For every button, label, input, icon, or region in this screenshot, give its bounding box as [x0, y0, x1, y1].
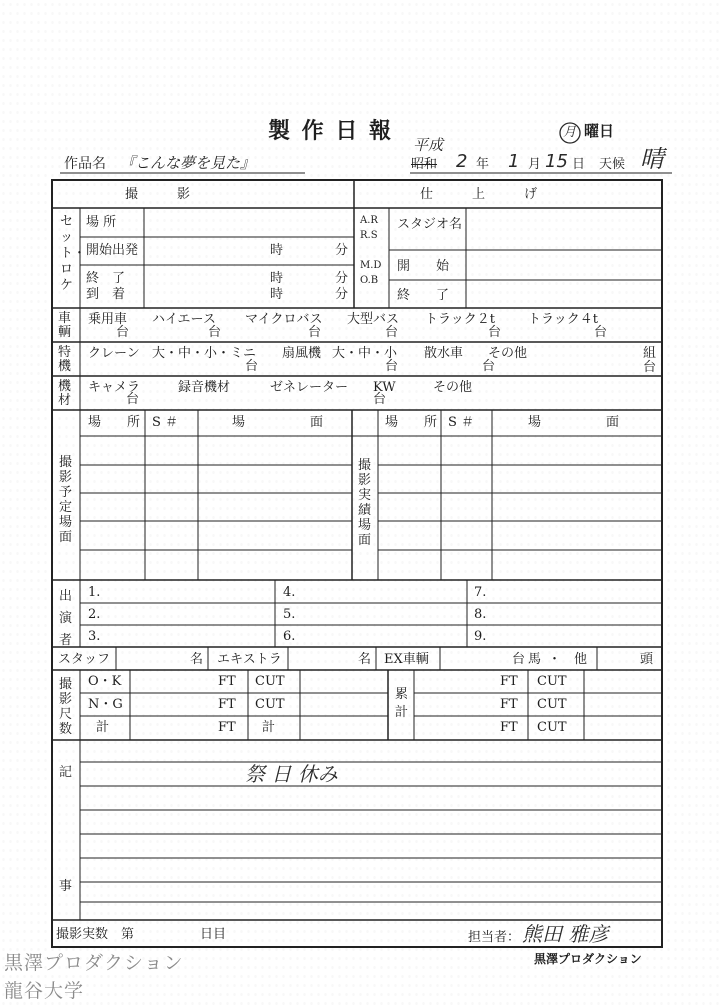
start-departure-label: 開始出発 — [86, 243, 139, 258]
minute-label-3: 分 — [335, 287, 349, 302]
cast-slot-8: 8. — [474, 607, 487, 622]
vehicles-label: 車輌 — [58, 311, 72, 340]
ob-label: O.B — [360, 275, 379, 286]
company-name: 黒澤プロダクション — [534, 952, 642, 966]
cast-label: 出演者 — [59, 589, 73, 648]
hour-label-2: 時 — [270, 271, 284, 286]
footage-label: 撮影尺数 — [59, 677, 73, 737]
ar-label: A.R — [360, 215, 378, 226]
month-unit: 月 — [528, 157, 542, 172]
crane-label: クレーン — [88, 346, 140, 361]
vehicle-hiace: ハイエース — [152, 312, 216, 327]
shooting-header: 撮 影 — [125, 187, 191, 202]
ft-label-5: FT — [500, 697, 518, 712]
cast-slot-4: 4. — [283, 585, 296, 600]
ex-vehicle-label: EX車輌 — [384, 652, 429, 667]
end-label: 終 了 — [86, 271, 126, 286]
date-month: 1 — [508, 151, 520, 172]
cast-slot-2: 2. — [88, 607, 101, 622]
scene-s-header-planned: S ＃ — [152, 415, 179, 430]
cut-label-5: CUT — [537, 697, 567, 712]
work-label: 作品名 — [64, 156, 106, 172]
notes-label-bottom: 事 — [59, 879, 73, 894]
set-location-label: セット・ロケ — [60, 214, 87, 293]
crane-unit: 台 — [245, 359, 259, 374]
ft-label-1: FT — [218, 674, 236, 689]
person-in-charge-label: 担当者： — [468, 930, 521, 945]
cast-slot-7: 7. — [474, 585, 487, 600]
weekday-label: 曜日 — [584, 122, 615, 140]
equipment-other-label: その他 — [433, 380, 473, 395]
actual-scenes-label: 撮影実績場面 — [358, 458, 372, 548]
horse-label: 馬 — [528, 652, 542, 667]
begin-label: 開 始 — [397, 259, 450, 274]
ft-label-3: FT — [218, 720, 236, 735]
cut-label-1: CUT — [255, 674, 285, 689]
notes-label-top: 記 — [59, 765, 73, 780]
footage-ok-label: O・K — [88, 674, 122, 689]
camera-unit: 台 — [126, 392, 140, 407]
cast-slot-1: 1. — [88, 585, 101, 600]
arrival-label: 到 着 — [86, 287, 126, 302]
water-truck-label: 散水車 — [424, 346, 464, 361]
era-handwritten: 平成 — [413, 136, 444, 154]
scene-place-header-planned: 場 所 — [88, 415, 141, 430]
day-unit: 日 — [572, 157, 586, 172]
finishing-header: 仕 上 げ — [420, 187, 538, 202]
equipment-label: 機材 — [58, 379, 72, 408]
studio-name-label: スタジオ名 — [397, 217, 463, 232]
notes-entry: 祭 日 休み — [245, 762, 338, 786]
scene-s-header-actual: S ＃ — [448, 415, 475, 430]
weekday-value: 月 — [563, 125, 577, 140]
ft-label-4: FT — [500, 674, 518, 689]
footage-ng-label: N・G — [88, 697, 123, 712]
person-in-charge-name: 熊田 雅彦 — [522, 922, 609, 946]
work-title: 『こんな夢を見た』 — [120, 154, 256, 172]
crane-sizes: 大・中・小・ミニ — [152, 346, 257, 361]
planned-scenes-label: 撮影予定場面 — [59, 455, 73, 545]
vehicle-microbus: マイクロバス — [245, 312, 323, 327]
vehicle-unit-5: 台 — [488, 325, 502, 340]
vehicle-sedan: 乗用車 — [88, 312, 128, 327]
scene-header-planned: 場 面 — [232, 415, 324, 430]
place-label: 場 所 — [86, 215, 117, 230]
hour-label-3: 時 — [270, 287, 284, 302]
water-truck-unit: 台 — [482, 359, 496, 374]
generator-label: ゼネレーター — [270, 380, 349, 395]
footage-total-label: 計 — [96, 720, 110, 735]
md-label: M.D — [360, 260, 382, 271]
total-label-2: 計 — [262, 720, 276, 735]
extras-label: エキストラ — [217, 652, 282, 667]
ft-label-2: FT — [218, 697, 236, 712]
form-title: 製 作 日 報 — [268, 118, 393, 144]
ex-vehicle-unit: 台 — [512, 652, 526, 667]
cast-slot-5: 5. — [283, 607, 296, 622]
staff-label: スタッフ — [58, 652, 111, 667]
weather-value: 晴 — [640, 145, 664, 173]
special-other-label: その他 — [488, 346, 528, 361]
staff-unit: 名 — [190, 652, 204, 667]
recorder-label: 録音機材 — [178, 380, 231, 395]
special-equipment-label: 特機 — [58, 345, 72, 374]
era-printed: 昭和 — [411, 157, 438, 172]
days-unit: 日目 — [200, 927, 227, 942]
cumulative-label: 累計 — [395, 687, 409, 720]
watermark-line-2: 龍谷大学 — [4, 980, 85, 1002]
rs-label: R.S — [360, 230, 378, 241]
hour-label-1: 時 — [270, 243, 284, 258]
vehicle-truck-2t: トラック２t — [425, 312, 495, 327]
head-unit: 頭 — [640, 652, 654, 667]
date-year: 2 — [456, 151, 468, 172]
finish-label: 終 了 — [397, 288, 450, 303]
vehicle-unit-1: 台 — [116, 325, 130, 340]
vehicle-unit-2: 台 — [208, 325, 222, 340]
camera-label: キャメラ — [88, 380, 141, 395]
cut-label-6: CUT — [537, 720, 567, 735]
generator-unit: 台 — [373, 392, 387, 407]
special-set-unit: 組 — [643, 346, 657, 361]
fan-label: 扇風機 — [282, 346, 322, 361]
minute-label-2: 分 — [335, 271, 349, 286]
vehicle-large-bus: 大型バス — [347, 312, 400, 327]
extras-unit: 名 — [358, 652, 372, 667]
cut-label-4: CUT — [537, 674, 567, 689]
kw-label: KW — [373, 380, 396, 395]
fan-sizes: 大・中・小 — [332, 346, 398, 361]
shooting-days-label: 撮影実数 第 — [56, 927, 135, 942]
horse-other-label: ・ 他 — [548, 652, 588, 667]
year-unit: 年 — [476, 157, 490, 172]
date-day: 15 — [545, 151, 568, 172]
cast-slot-3: 3. — [88, 629, 101, 644]
cast-slot-9: 9. — [474, 629, 487, 644]
vehicle-unit-4: 台 — [385, 325, 399, 340]
minute-label-1: 分 — [335, 243, 349, 258]
cast-slot-6: 6. — [283, 629, 296, 644]
vehicle-unit-6: 台 — [594, 325, 608, 340]
ft-label-6: FT — [500, 720, 518, 735]
vehicle-unit-3: 台 — [308, 325, 322, 340]
fan-unit: 台 — [385, 359, 399, 374]
scene-place-header-actual: 場 所 — [385, 415, 438, 430]
vehicle-truck-4t: トラック４t — [528, 312, 598, 327]
weather-label: 天候 — [599, 157, 626, 172]
cut-label-2: CUT — [255, 697, 285, 712]
scene-header-actual: 場 面 — [528, 415, 620, 430]
special-other-unit: 台 — [643, 360, 657, 375]
watermark-line-1: 黒澤プロダクション — [4, 952, 184, 974]
